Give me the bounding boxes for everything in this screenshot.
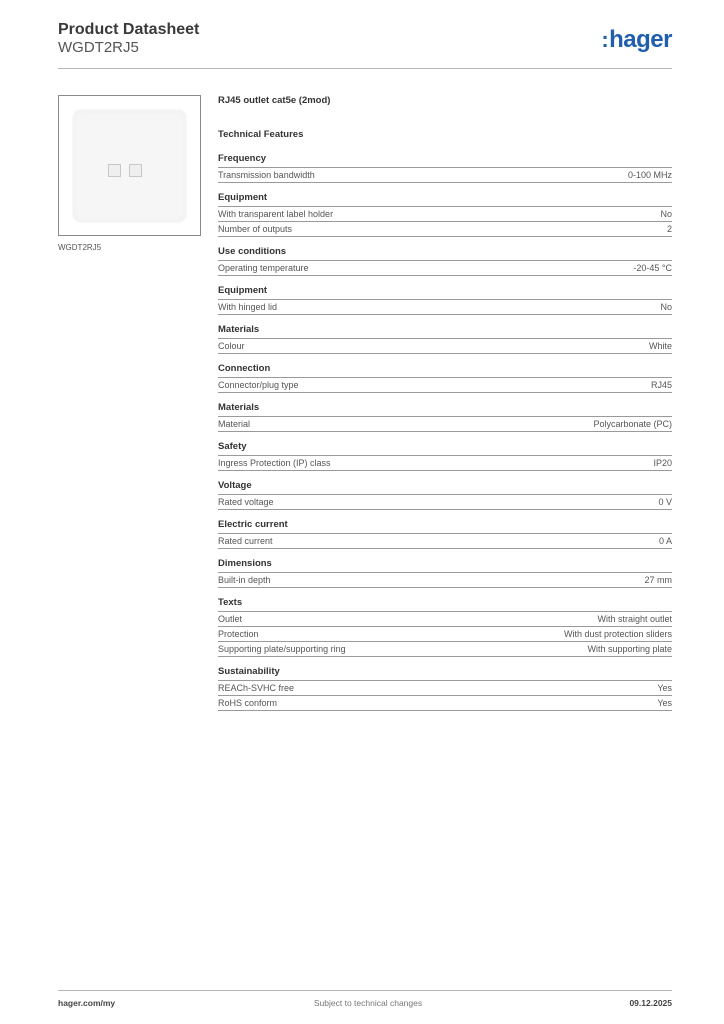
spec-value: 0 V xyxy=(658,497,672,507)
logo-text: hager xyxy=(609,26,672,53)
spec-section xyxy=(218,517,672,549)
spec-row xyxy=(218,495,672,510)
spec-row xyxy=(218,642,672,657)
section-title: Voltage xyxy=(218,478,672,495)
spec-row xyxy=(218,681,672,696)
spec-section xyxy=(218,190,672,237)
spec-label: Number of outputs xyxy=(218,224,293,234)
spec-section xyxy=(218,151,672,183)
spec-value: Yes xyxy=(657,698,672,708)
spec-label: Material xyxy=(218,419,251,429)
spec-label: Rated current xyxy=(218,536,273,546)
spec-row xyxy=(218,696,672,711)
spec-section xyxy=(218,556,672,588)
product-image xyxy=(58,95,201,236)
spec-value: With dust protection sliders xyxy=(563,629,672,639)
spec-section xyxy=(218,244,672,276)
spec-label: Connector/plug type xyxy=(218,380,299,390)
spec-row xyxy=(218,222,672,237)
spec-row xyxy=(218,300,672,315)
footer-notice: Subject to technical changes xyxy=(313,998,423,1008)
section-title: Frequency xyxy=(218,151,672,168)
spec-value: No xyxy=(660,209,672,219)
section-title: Equipment xyxy=(218,283,672,300)
spec-value: No xyxy=(660,302,672,312)
features-heading: Technical Features xyxy=(218,129,304,140)
spec-row xyxy=(218,261,672,276)
spec-label: Ingress Protection (IP) class xyxy=(218,458,331,468)
spec-section xyxy=(218,664,672,711)
spec-section xyxy=(218,400,672,432)
spec-value: Yes xyxy=(657,683,672,693)
spec-label: Outlet xyxy=(218,614,243,624)
spec-panel xyxy=(218,93,672,718)
spec-value: White xyxy=(648,341,672,351)
spec-row xyxy=(218,378,672,393)
spec-row xyxy=(218,534,672,549)
section-title: Use conditions xyxy=(218,244,672,261)
spec-label: With transparent label holder xyxy=(218,209,334,219)
spec-row xyxy=(218,417,672,432)
spec-row xyxy=(218,168,672,183)
spec-label: REACh-SVHC free xyxy=(218,683,295,693)
spec-label: Transmission bandwidth xyxy=(218,170,315,180)
section-title: Safety xyxy=(218,439,672,456)
hager-logo xyxy=(601,26,672,54)
page-title: Product Datasheet xyxy=(58,21,200,38)
spec-section xyxy=(218,478,672,510)
spec-label: Rated voltage xyxy=(218,497,274,507)
spec-value: With supporting plate xyxy=(587,644,672,654)
spec-row xyxy=(218,627,672,642)
section-title: Materials xyxy=(218,400,672,417)
spec-row xyxy=(218,573,672,588)
spec-value: 2 xyxy=(666,224,672,234)
spec-value: 0 A xyxy=(658,536,672,546)
spec-row xyxy=(218,456,672,471)
footer-divider xyxy=(58,990,672,991)
spec-label: With hinged lid xyxy=(218,302,278,312)
spec-value: With straight outlet xyxy=(597,614,672,624)
spec-section xyxy=(218,322,672,354)
spec-section xyxy=(218,361,672,393)
section-title: Equipment xyxy=(218,190,672,207)
spec-label: Supporting plate/supporting ring xyxy=(218,644,346,654)
rj45-port-icon xyxy=(129,164,142,177)
header-divider xyxy=(58,68,672,69)
spec-value: 0-100 MHz xyxy=(627,170,672,180)
spec-label: Operating temperature xyxy=(218,263,309,273)
spec-row xyxy=(218,339,672,354)
product-code: WGDT2RJ5 xyxy=(58,39,139,56)
spec-label: RoHS conform xyxy=(218,698,278,708)
spec-section xyxy=(218,595,672,657)
spec-row xyxy=(218,612,672,627)
spec-row xyxy=(218,207,672,222)
spec-label: Built-in depth xyxy=(218,575,271,585)
spec-value: IP20 xyxy=(653,458,672,468)
footer-website: hager.com/my xyxy=(58,998,116,1008)
rj45-port-icon xyxy=(108,164,121,177)
image-caption: WGDT2RJ5 xyxy=(58,243,102,252)
spec-value: Polycarbonate (PC) xyxy=(593,419,672,429)
section-title: Sustainability xyxy=(218,664,672,681)
spec-value: RJ45 xyxy=(650,380,672,390)
spec-value: -20-45 °C xyxy=(633,263,672,273)
section-title: Dimensions xyxy=(218,556,672,573)
section-title: Electric current xyxy=(218,517,672,534)
spec-label: Protection xyxy=(218,629,259,639)
outlet-plate xyxy=(73,110,186,222)
spec-section xyxy=(218,439,672,471)
spec-section xyxy=(218,283,672,315)
logo-colon-icon: : xyxy=(601,27,609,52)
spec-value: 27 mm xyxy=(644,575,672,585)
product-name: RJ45 outlet cat5e (2mod) xyxy=(218,95,331,106)
footer-date: 09.12.2025 xyxy=(629,998,672,1008)
section-title: Materials xyxy=(218,322,672,339)
spec-label: Colour xyxy=(218,341,245,351)
section-title: Connection xyxy=(218,361,672,378)
section-title: Texts xyxy=(218,595,672,612)
spec-sections xyxy=(218,151,672,711)
